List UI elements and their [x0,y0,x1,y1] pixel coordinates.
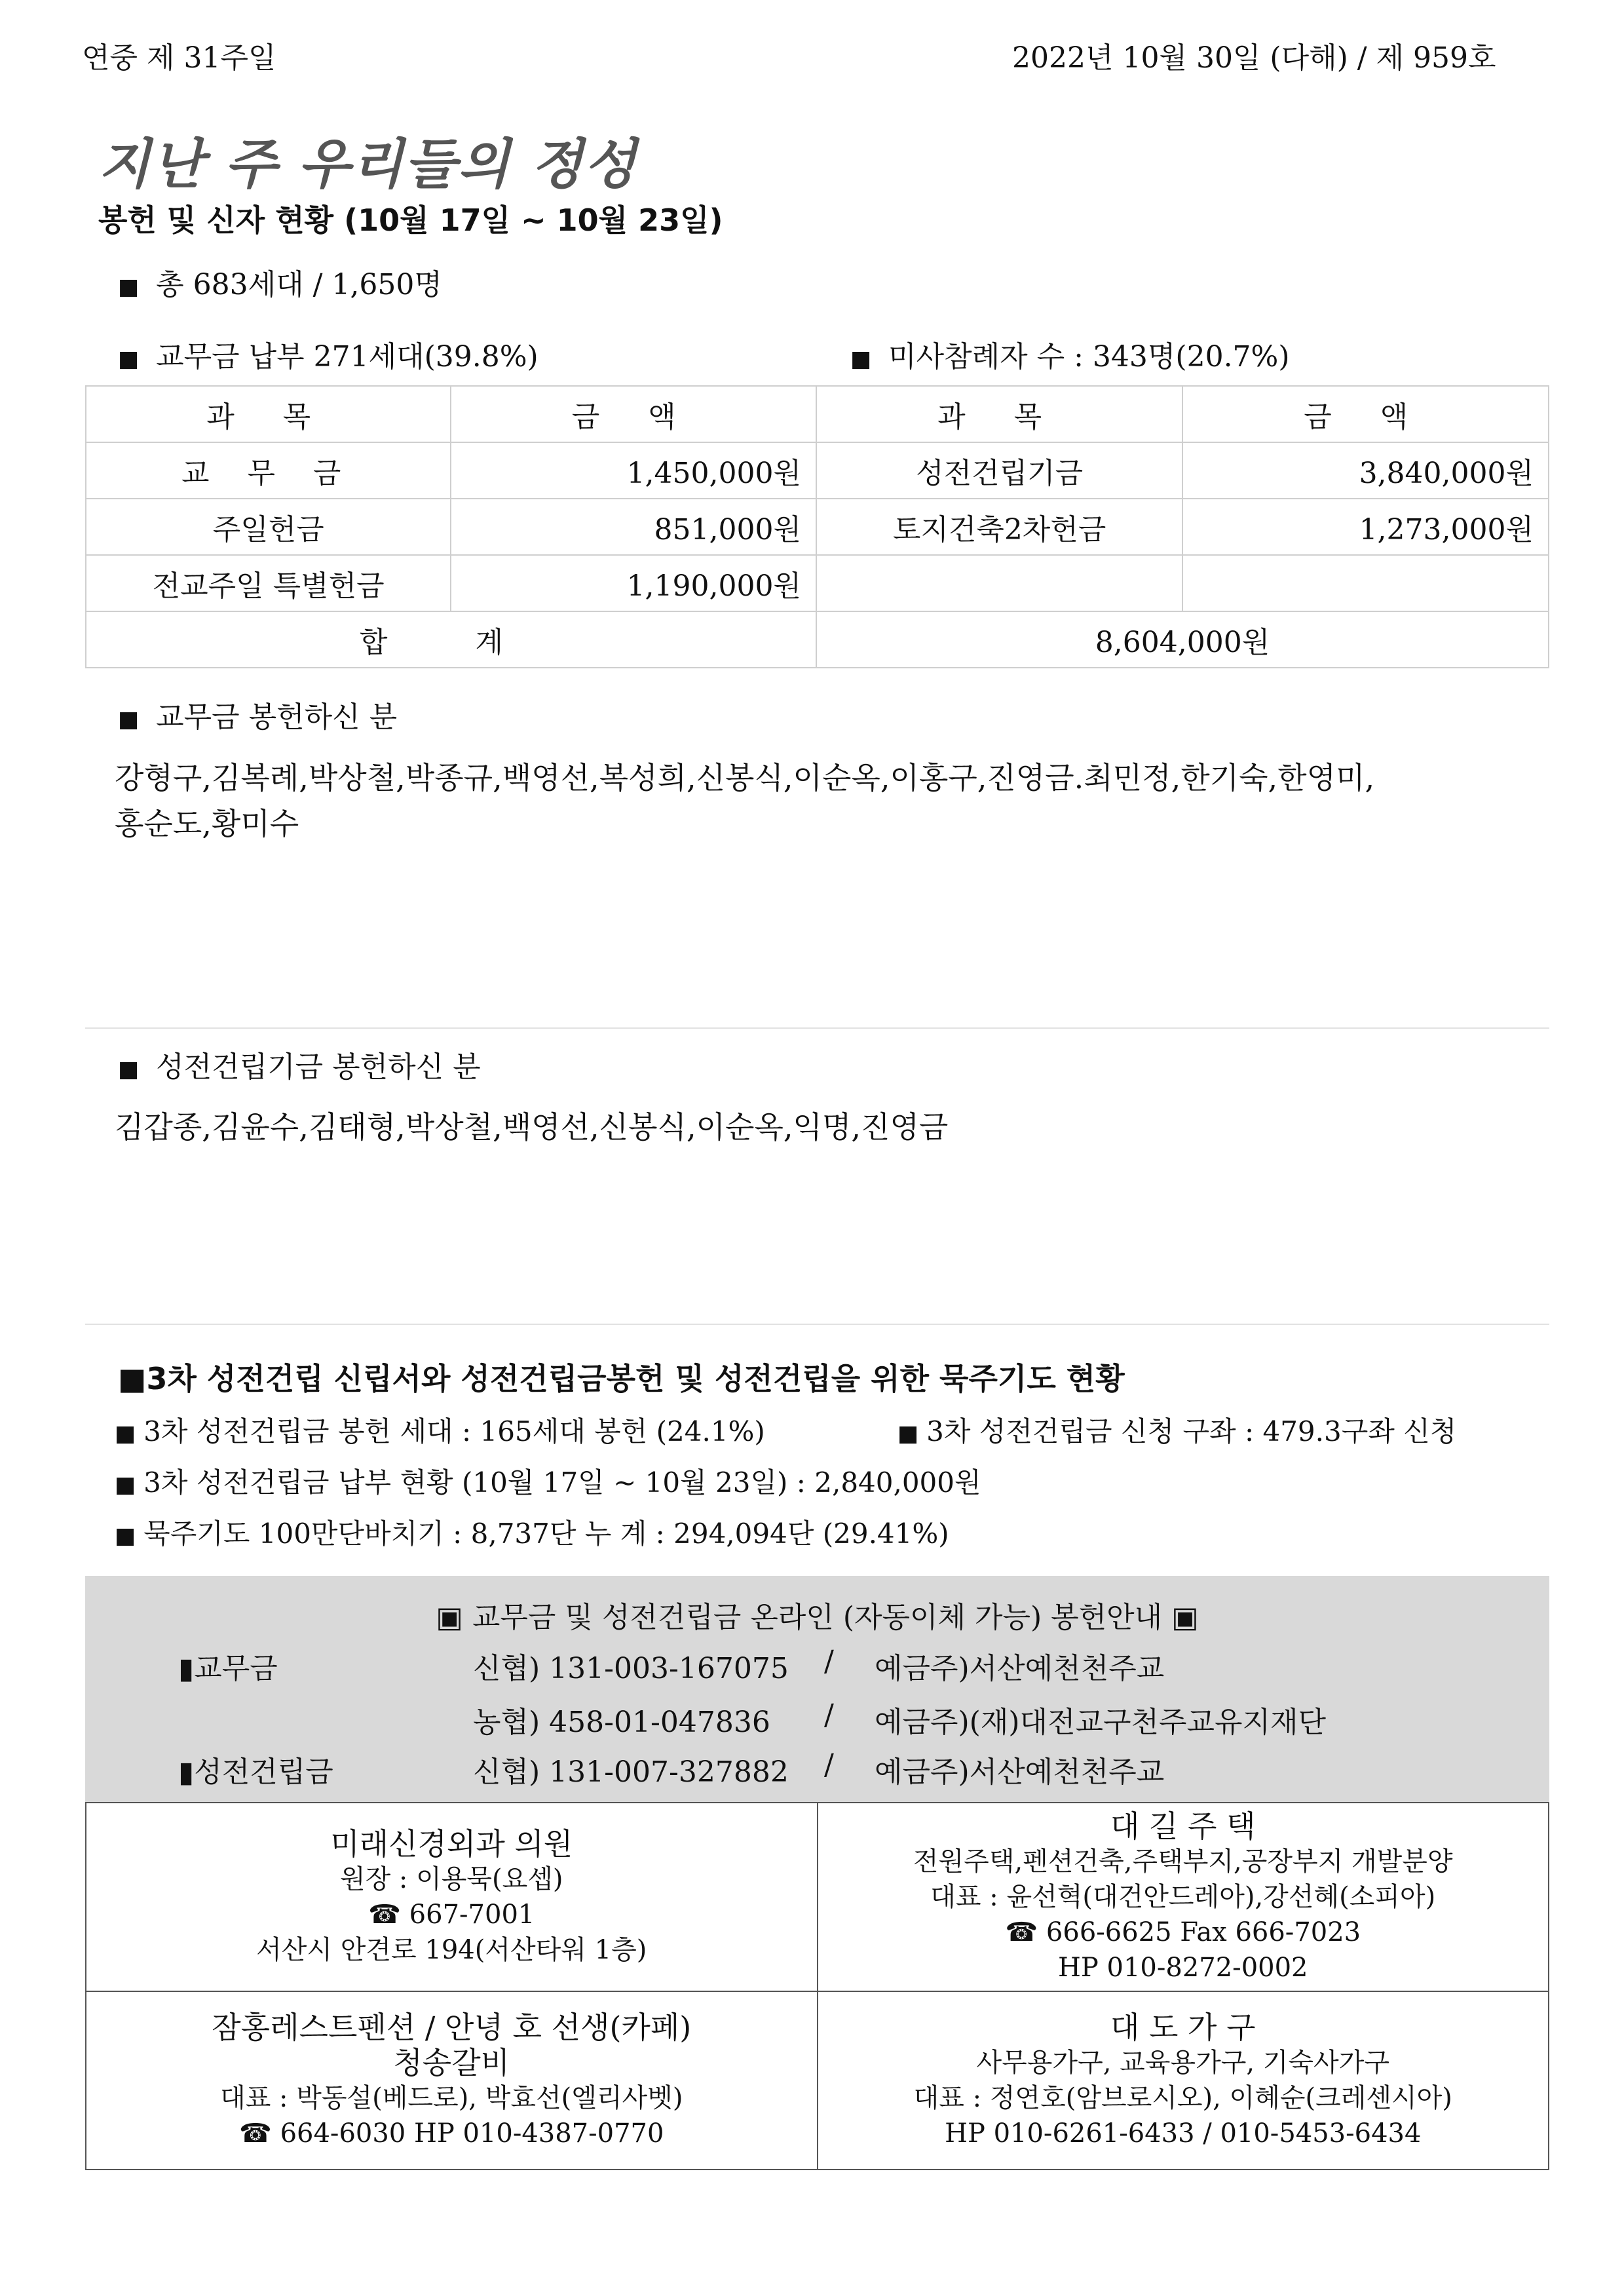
table-cell [816,555,1182,611]
online-holder: 예금주)서산예천천주교 [875,1652,1165,1685]
total-label: 합 계 [86,611,816,668]
ad-name: 미래신경외과 의원 [330,1826,573,1862]
table-cell: 교 무 금 [86,442,451,499]
table-header-row [86,386,1549,442]
table-cell: 전교주일 특별헌금 [86,555,451,611]
sponsor-ads [85,1802,1549,2170]
page-subtitle: 봉헌 및 신자 현황 (10월 17일 ~ 10월 23일) [98,202,723,238]
bullet-icon: ■ [118,706,140,733]
building-section-heading: ■3차 성전건립 신립서와 성전건립금봉헌 및 성전건립을 위한 묵주기도 현황 [118,1361,1125,1396]
table-cell: 851,000원 [451,499,816,555]
online-account: 농협) 458-01-047836 [473,1706,770,1739]
page-title: 지난 주 우리들의 정성 [98,134,637,196]
building-item: ■ 3차 성전건립금 납부 현황 (10월 17일 ~ 10월 23일) : 2,840,000원 [115,1466,981,1499]
issue-date: 2022년 10월 30일 (다해) / 제 959호 [1012,41,1496,75]
divider [85,1027,1549,1029]
table-header: 과 목 [86,386,451,442]
bullet-icon: ■ [115,1472,136,1498]
table-cell [1182,555,1549,611]
table-row [86,555,1549,611]
table-cell: 성전건립기금 [816,442,1182,499]
online-label: ▮교무금 [178,1652,278,1685]
table-total-row [86,611,1549,668]
ad-name: 대 도 가 구 [1110,2010,1256,2045]
ad-name: 대 길 주 택 [1110,1808,1256,1844]
ad-housing: 대 길 주 택 전원주택,펜션건축,주택부지,공장부지 개발분양 대표 : 윤선혁(대건안드레아),강선혜(소피아) ☎ 666-6625 Fax 666-7023 HP 010-8272-0002 [818,1803,1549,1991]
table-cell: 3,840,000원 [1182,442,1549,499]
online-label: ▮성전건립금 [178,1755,333,1789]
dues-donors-list: 강형구,김복례,박상철,박종규,백영선,복성희,신봉식,이순옥,이홍구,진영금.최민정,한기숙,한영미, 홍순도,황미수 [115,760,1375,841]
table-cell: 주일헌금 [86,499,451,555]
bullet-icon: ■ [118,1056,140,1082]
table-header: 금 액 [1182,386,1549,442]
table-cell: 1,273,000원 [1182,499,1549,555]
bullet-icon: ■ [118,346,140,372]
table-header: 과 목 [816,386,1182,442]
table-header: 금 액 [451,386,816,442]
building-item: ■ 3차 성전건립금 신청 구좌 : 479.3구좌 신청 [897,1415,1457,1447]
online-slash: / [824,1748,834,1782]
ad-clinic: 미래신경외과 의원 원장 : 이용묵(요셉) ☎ 667-7001 서산시 안견로 194(서산타워 1층) [86,1803,818,1991]
ad-furniture: 대 도 가 구 사무용가구, 교육용가구, 기숙사가구 대표 : 정연호(암브로시오), 이혜순(크레센시아) HP 010-6261-6433 / 010-5453-6434 [818,1991,1549,2170]
divider [85,1324,1549,1325]
online-holder: 예금주)서산예천천주교 [875,1755,1165,1789]
bullet-icon: ■ [897,1421,919,1447]
bullet-icon: ■ [115,1523,136,1549]
table-row [86,499,1549,555]
table-cell: 1,190,000원 [451,555,816,611]
online-heading: ▣ 교무금 및 성전건립금 온라인 (자동이체 가능) 봉헌안내 ▣ [436,1601,1199,1634]
online-account: 신협) 131-007-327882 [473,1755,789,1789]
building-item: ■ 3차 성전건립금 봉헌 세대 : 165세대 봉헌 (24.1%) [115,1415,765,1447]
online-slash: / [824,1698,834,1732]
table-cell: 1,450,000원 [451,442,816,499]
table-cell: 토지건축2차헌금 [816,499,1182,555]
building-item: ■ 묵주기도 100만단바치기 : 8,737단 누 계 : 294,094단 (29.41%) [115,1518,949,1550]
stat-dues: ■ 교무금 납부 271세대(39.8%) [118,340,538,373]
issue-week: 연중 제 31주일 [82,41,276,75]
building-donors-heading: ■ 성전건립기금 봉헌하신 분 [118,1050,481,1084]
table-row [86,442,1549,499]
bullet-icon: ■ [115,1421,136,1447]
ad-pension: 잠홍레스트펜션 / 안녕 호 선생(카페) 청송갈비 대표 : 박동설(베드로), 박효선(엘리사벳) ☎ 664-6030 HP 010-4387-0770 [86,1991,818,2170]
dues-donors-heading: ■ 교무금 봉헌하신 분 [118,700,398,734]
online-holder: 예금주)(재)대전교구천주교유지재단 [875,1706,1327,1739]
offering-table [85,385,1549,668]
stat-total: ■ 총 683세대 / 1,650명 [118,268,442,301]
online-slash: / [824,1645,834,1678]
ad-name: 청송갈비 [393,2045,510,2080]
building-donors-list: 김갑종,김윤수,김태형,박상철,백영선,신봉식,이순옥,익명,진영금 [115,1109,949,1145]
total-value: 8,604,000원 [816,611,1549,668]
bullet-icon: ■ [850,346,872,372]
bullet-icon: ■ [118,274,140,300]
stat-attendance: ■ 미사참례자 수 : 343명(20.7%) [850,340,1290,373]
online-account: 신협) 131-003-167075 [473,1652,789,1685]
ad-name: 잠홍레스트펜션 / 안녕 호 선생(카페) [212,2010,692,2045]
